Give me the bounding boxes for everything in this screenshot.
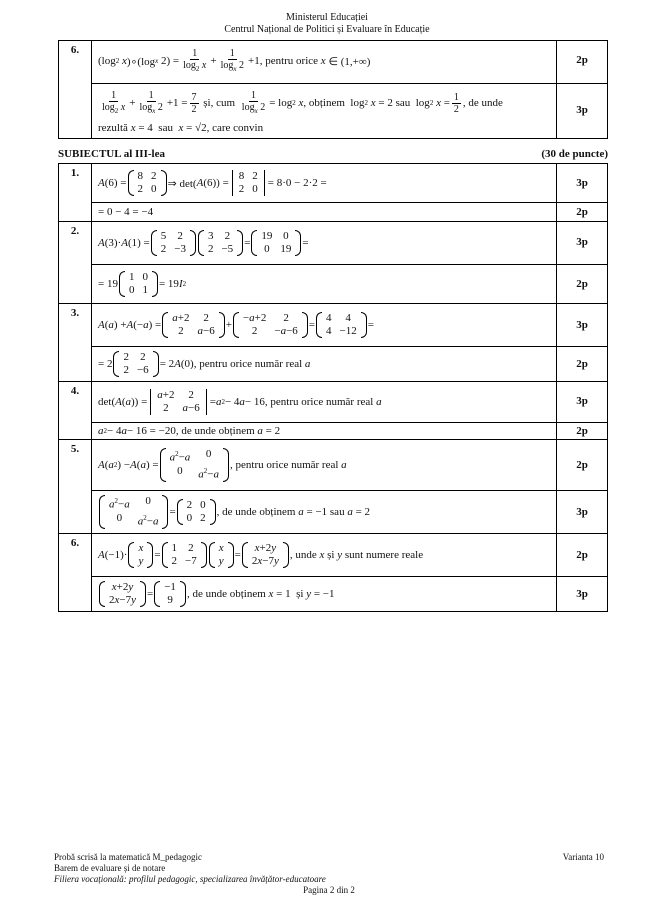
- points: 2p: [576, 278, 588, 290]
- solution-line: A ( a ) + A (− a ) = a+2 2 2 a−6 + −a+2 2 2 −a−6 = 4 4 4 −12 =: [98, 312, 374, 337]
- points: 3p: [576, 177, 588, 189]
- points: 3p: [576, 588, 588, 600]
- prev-item-6-table: [58, 40, 608, 139]
- footer-page: Pagina 2 din 2: [303, 885, 355, 895]
- item-number: 5.: [59, 440, 92, 534]
- ministry-name: Ministerul Educației: [286, 12, 368, 23]
- footer-exam: Probă scrisă la matematică M_pedagogic: [54, 852, 202, 862]
- item-number: 6.: [59, 41, 92, 139]
- solution-line: det( A ( a )) = a+2 2 2 a−6 = a 2 − 4 a − 16 , pentru orice număr real a: [98, 389, 382, 414]
- item-number: 3.: [59, 304, 92, 382]
- solution-line: (log 2 x )∘(log x 2) = $\frac{1}{\log_2 x}$ + $\frac{1}{\log_x 2}$ +1 , pentru orice x ∈ (1,+∞): [98, 47, 371, 73]
- points: 3p: [576, 236, 588, 248]
- points: 3p: [576, 319, 588, 331]
- footer-barem: Barem de evaluare și de notare: [54, 863, 166, 873]
- footer-variant: Varianta 10: [562, 852, 604, 862]
- item-number: 6.: [59, 534, 92, 612]
- section-heading: [58, 148, 608, 160]
- center-name: Centrul Național de Politici și Evaluare în Educație: [224, 24, 430, 35]
- solution-line: rezultă x = 4 sau x = √2 , care convin: [98, 122, 264, 134]
- item-number: 2.: [59, 222, 92, 304]
- solution-line: a 2 − 4 a − 16 = −20 , de unde obținem a = 2: [98, 425, 281, 437]
- points: 2p: [576, 358, 588, 370]
- points: 2p: [576, 54, 588, 66]
- solution-line: A ( a 2 ) − A ( a ) = $a^2-a$ 0 0 $a^2-a$ , pentru orice număr real a: [98, 448, 347, 481]
- points: 2p: [576, 425, 588, 437]
- solution-line: A (6) = 8 2 2 0 ⇒ det( A (6)) = 8 2 2 0 = 8·0 − 2·2 =: [98, 170, 327, 195]
- solution-line: $\frac{1}{\log_2 x}$ + $\frac{1}{\log_x 2}$ +1 = $\frac{7}{2}$ și, cum $\frac{1}{\log_x 2}$ = log 2 x , obținem log 2 x = 2 sau log 2 x = $\frac{1}{2}$ , de unde: [102, 89, 503, 115]
- page-header: [0, 12, 654, 36]
- page-footer: [54, 852, 604, 896]
- solutions-table: [58, 163, 608, 612]
- points: 3p: [576, 395, 588, 407]
- points: 2p: [576, 459, 588, 471]
- item-number: 4.: [59, 382, 92, 440]
- solution-line: = 0 − 4 = −4: [98, 206, 154, 218]
- points: 3p: [576, 506, 588, 518]
- section-points: (30 de puncte): [541, 148, 608, 160]
- item-number: 1.: [59, 164, 92, 222]
- points: 2p: [576, 206, 588, 218]
- solution-line: x+2y 2x−7y = −1 9 , de unde obținem x = 1 și y = −1: [98, 579, 550, 609]
- points: 2p: [576, 549, 588, 561]
- solution-line: = 19 1 0 0 1 = 19 I 2: [98, 271, 187, 296]
- solution-line: = 2 2 2 2 −6 = 2 A (0) , pentru orice număr real a: [98, 351, 311, 376]
- footer-filiera: Filiera vocațională: profilul pedagogic, specializarea învățător-educatoare: [54, 874, 326, 884]
- solution-line: $a^2-a$ 0 0 $a^2-a$ = 2 0 0 2 , de unde obținem a = −1 sau a = 2: [98, 493, 550, 531]
- solution-line: A (−1)· x y = 1 2 2 −7 x y = x+2y 2x−7y , unde x și y sunt numere reale: [98, 542, 424, 567]
- points: 3p: [576, 104, 588, 116]
- section-title: SUBIECTUL al III-lea: [58, 148, 165, 160]
- solution-line: A (3)· A (1) = 5 2 2 −3 3 2 2 −5 = 19 0 0 19 =: [98, 230, 309, 255]
